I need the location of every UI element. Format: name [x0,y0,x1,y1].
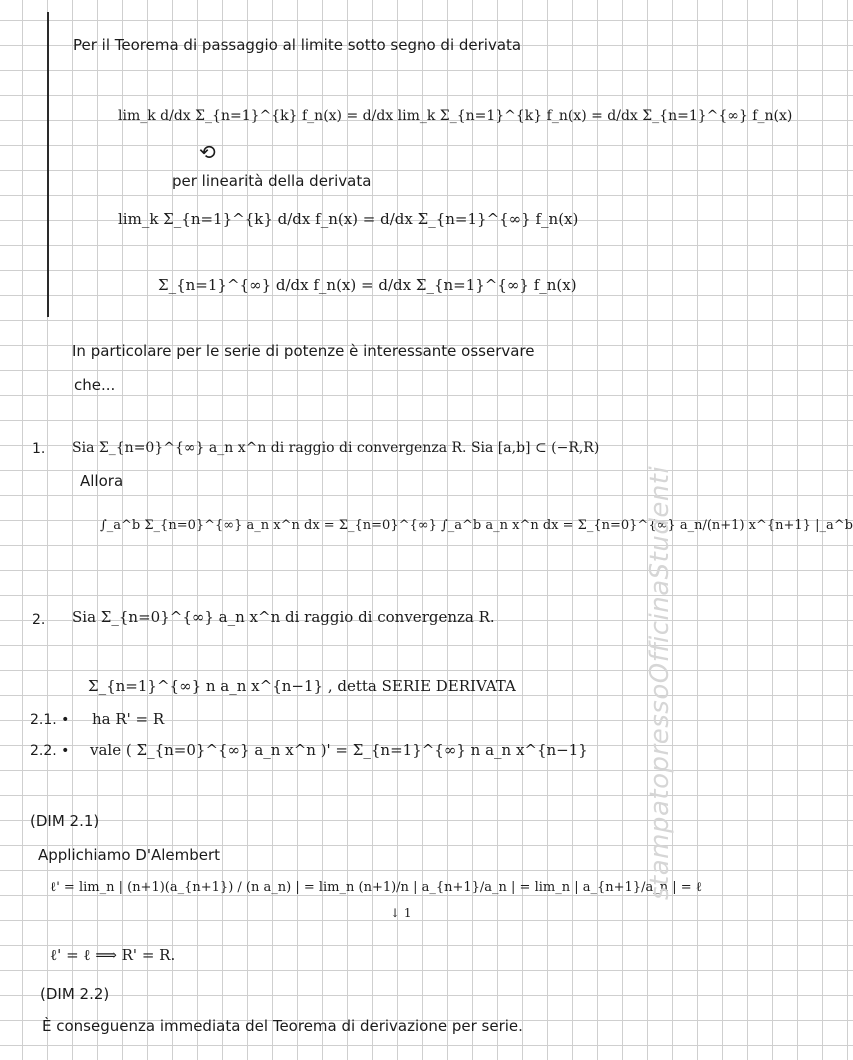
formula-integration-series: ∫_a^b Σ_{n=0}^{∞} a_n x^n dx = Σ_{n=0}^{∞} ∫_a^b a_n x^n dx = Σ_{n=0}^{∞} a_n/(n+1) x^{n+1} |_a^b [100,518,853,533]
item-2-label: 2. [32,612,46,628]
line-power-series-intro: In particolare per le serie di potenze è interessante osservare [72,342,535,360]
line-linearity: per linearità della derivata [172,172,372,190]
formula-radius-equality: ℓ' = ℓ ⟹ R' = R. [50,946,176,964]
formula-series-derivative: Σ_{n=1}^{∞} d/dx f_n(x) = d/dx Σ_{n=1}^{∞} f_n(x) [158,276,577,294]
item-1-statement: Sia Σ_{n=0}^{∞} a_n x^n di raggio di convergenza R. Sia [a,b] ⊂ (−R,R) [72,440,600,456]
item-2-1-label: 2.1. • [30,712,70,728]
item-2-2-label: 2.2. • [30,743,70,759]
line-che: che... [74,376,116,394]
item-2-1-statement: ha R' = R [92,710,165,728]
margin-line [47,12,49,317]
proof-2-2-heading: (DIM 2.2) [40,985,110,1003]
item-1-label: 1. [32,441,46,457]
formula-ratio-limit: ℓ' = lim_n | (n+1)(a_{n+1}) / (n a_n) | = lim_n (n+1)/n | a_{n+1}/a_n | = lim_n | a_{n+1}/a_n | = ℓ [50,880,702,895]
watermark: stampatopressoOfficinaStudenti [645,465,675,900]
proof-2-1-heading: (DIM 2.1) [30,812,100,830]
formula-limit-exchange: lim_k d/dx Σ_{n=1}^{k} f_n(x) = d/dx lim_k Σ_{n=1}^{k} f_n(x) = d/dx Σ_{n=1}^{∞} f_n(x) [118,108,793,124]
line-dalembert: Applichiamo D'Alembert [38,846,221,864]
item-2-2-statement: vale ( Σ_{n=0}^{∞} a_n x^n )' = Σ_{n=1}^{∞} n a_n x^{n−1} [90,741,588,759]
formula-derived-series: Σ_{n=1}^{∞} n a_n x^{n−1} , detta SERIE DERIVATA [88,677,516,695]
swap-arrow-icon: ⟲ [199,140,216,164]
formula-limit-sum-derivative: lim_k Σ_{n=1}^{k} d/dx f_n(x) = d/dx Σ_{n=1}^{∞} f_n(x) [118,210,579,228]
line-theorem-intro: Per il Teorema di passaggio al limite sotto segno di derivata [73,36,522,54]
line-conclusion: È conseguenza immediata del Teorema di derivazione per serie. [42,1017,523,1035]
ratio-limit-note: ↓ 1 [390,906,412,920]
line-allora: Allora [80,472,124,490]
item-2-statement: Sia Σ_{n=0}^{∞} a_n x^n di raggio di convergenza R. [72,608,495,626]
